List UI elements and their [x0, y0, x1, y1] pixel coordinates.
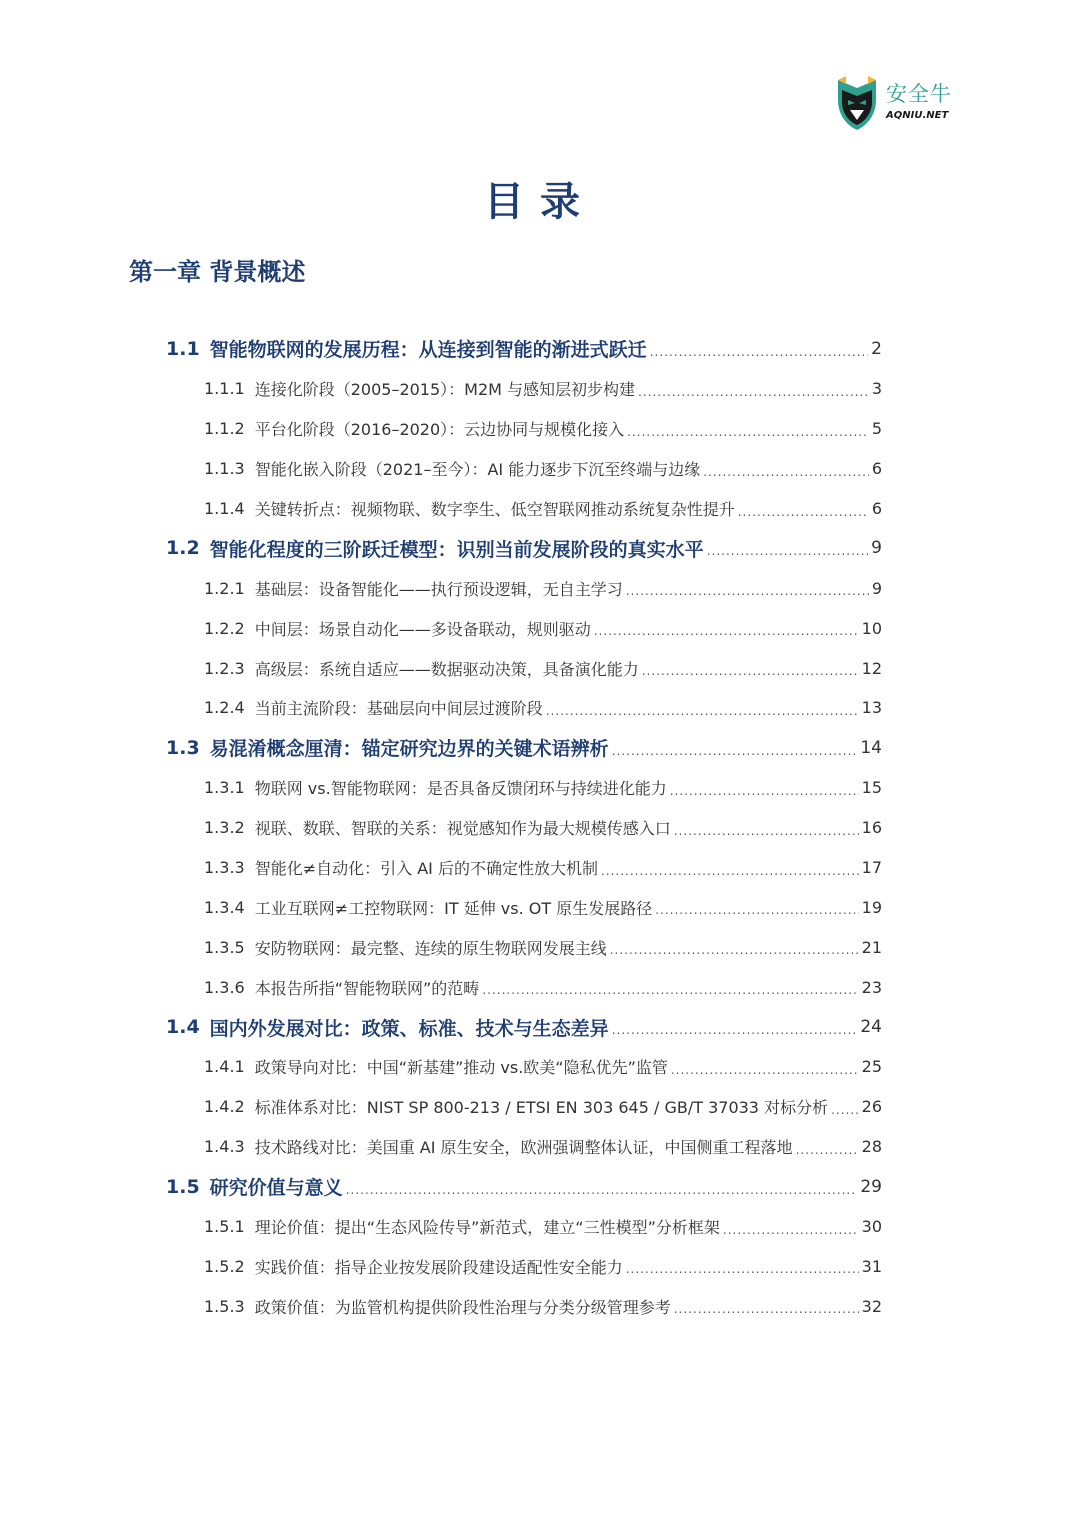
toc-entry-number: 1.5.1: [204, 1217, 245, 1237]
toc-page-number: 17: [861, 858, 882, 878]
toc-entry-title: 易混淆概念厘清：锚定研究边界的关键术语辨析: [209, 738, 609, 761]
toc-subsection-entry[interactable]: [0, 887, 882, 927]
toc-page-number: 21: [861, 937, 882, 957]
toc-subsection-entry[interactable]: [0, 688, 882, 728]
dot-leader: [703, 459, 869, 479]
toc-entry-number: 1.5.3: [204, 1296, 245, 1316]
toc-entry-title: 当前主流阶段：基础层向中间层过渡阶段: [254, 699, 543, 719]
toc-entry-number: 1.3.4: [204, 897, 245, 917]
dot-leader: [674, 818, 859, 838]
toc-entry-title: 本报告所指“智能物联网”的范畴: [254, 978, 480, 998]
toc-page-number: 24: [860, 1017, 882, 1038]
toc-subsection-entry[interactable]: [0, 768, 882, 808]
toc-entry-number: 1.3.2: [204, 818, 245, 838]
toc-entry-title: 连接化阶段（2005–2015）：M2M 与感知层初步构建: [254, 380, 636, 400]
toc-page-number: 5: [871, 419, 882, 439]
toc-entry-title: 平台化阶段（2016–2020）：云边协同与规模化接入: [254, 420, 625, 440]
toc-entry-number: 1.1.3: [204, 459, 245, 479]
toc-entry-number: 1.1.1: [204, 379, 245, 399]
dot-leader: [638, 379, 869, 399]
logo-text-cn: 安全牛: [886, 82, 952, 106]
toc-page-number: 3: [871, 379, 882, 399]
toc-entry-title: 研究价值与意义: [209, 1177, 343, 1200]
toc-entry-number: 1.4.3: [204, 1137, 245, 1157]
dot-leader: [671, 1057, 859, 1077]
dot-leader: [546, 698, 859, 718]
toc-page-number: 2: [871, 338, 882, 359]
toc-section-entry[interactable]: [0, 728, 882, 768]
toc-entry-number: 1.3.3: [204, 858, 245, 878]
toc-entry-number: 1.5: [166, 1175, 200, 1198]
toc-subsection-entry[interactable]: [0, 409, 882, 449]
dot-leader: [626, 1256, 859, 1276]
toc-page-number: 15: [861, 778, 882, 798]
dot-leader: [594, 618, 859, 638]
toc-entry-title: 关键转折点：视频物联、数字孪生、低空智联网推动系统复杂性提升: [254, 500, 735, 519]
toc-entry-number: 1.1: [166, 337, 200, 360]
toc-entry-number: 1.2.1: [204, 578, 245, 598]
toc-entry-title: 工业互联网≠工控物联网：IT 延伸 vs. OT 原生发展路径: [254, 898, 653, 918]
toc-subsection-entry[interactable]: [0, 1127, 882, 1167]
toc-entry-number: 1.3.6: [204, 977, 245, 997]
chapter-heading: 第一章 背景概述: [129, 258, 306, 286]
toc-subsection-entry[interactable]: [0, 369, 882, 409]
logo-text-en: AQNIU.NET: [886, 110, 949, 121]
toc-page-number: 6: [871, 499, 882, 518]
toc-subsection-entry[interactable]: [0, 1246, 882, 1286]
toc-subsection-entry[interactable]: [0, 568, 882, 608]
toc-page-number: 6: [871, 459, 882, 479]
dot-leader: [482, 977, 858, 997]
dot-leader: [612, 738, 858, 758]
toc-entry-number: 1.2: [166, 537, 200, 560]
dot-leader: [831, 1097, 859, 1117]
toc-entry-title: 技术路线对比：美国重 AI 原生安全，欧洲强调整体认证，中国侧重工程落地: [254, 1138, 793, 1158]
dot-leader: [707, 538, 868, 558]
toc-page-number: 19: [861, 897, 882, 917]
toc-entry-title: 政策导向对比：中国“新基建”推动 vs.欧美“隐私优先”监管: [254, 1058, 668, 1078]
toc-page-number: 31: [861, 1256, 882, 1276]
toc-entry-number: 1.2.3: [204, 658, 245, 678]
toc-entry-title: 高级层：系统自适应——数据驱动决策，具备演化能力: [254, 659, 639, 679]
toc-entry-number: 1.4.2: [204, 1097, 245, 1117]
dot-leader: [738, 499, 869, 519]
toc-page-number: 30: [861, 1217, 882, 1237]
toc-page-number: 14: [860, 737, 882, 758]
toc-page-number: 9: [871, 538, 882, 559]
toc-subsection-entry[interactable]: [0, 967, 882, 1007]
toc-entry-number: 1.3: [166, 736, 200, 759]
toc-page-number: 25: [861, 1057, 882, 1077]
toc-page-number: 26: [861, 1097, 882, 1117]
toc-page-number: 32: [861, 1296, 882, 1316]
dot-leader: [723, 1217, 859, 1237]
toc-entry-title: 标准体系对比：NIST SP 800-213 / ETSI EN 303 645 / GB/T 37033 对标分析: [254, 1098, 829, 1118]
toc-entry-number: 1.1.2: [204, 419, 245, 439]
toc-page-number: 16: [861, 818, 882, 838]
toc-entry-number: 1.1.4: [204, 499, 245, 518]
toc-entry-number: 1.5.2: [204, 1256, 245, 1276]
toc-page-number: 28: [861, 1137, 882, 1157]
toc-entry-title: 实践价值：指导企业按发展阶段建设适配性安全能力: [254, 1257, 623, 1277]
toc-entry-number: 1.3.1: [204, 778, 245, 798]
dot-leader: [655, 897, 858, 917]
table-of-contents: [0, 329, 1080, 1326]
dot-leader: [627, 419, 869, 439]
dot-leader: [650, 339, 868, 359]
toc-subsection-entry[interactable]: [0, 848, 882, 888]
toc-entry-title: 安防物联网：最完整、连续的原生物联网发展主线: [254, 938, 607, 958]
toc-page-number: 13: [861, 698, 882, 718]
toc-page-number: 10: [861, 618, 882, 638]
toc-entry-title: 智能化程度的三阶跃迁模型：识别当前发展阶段的真实水平: [209, 538, 704, 561]
toc-section-entry[interactable]: [0, 329, 882, 369]
toc-subsection-entry[interactable]: [0, 1207, 882, 1247]
toc-entry-number: 1.4.1: [204, 1057, 245, 1077]
shield-icon: [834, 74, 880, 132]
toc-section-entry[interactable]: [0, 1167, 882, 1207]
toc-entry-title: 智能物联网的发展历程：从连接到智能的渐进式跃迁: [209, 339, 647, 362]
toc-entry-title: 视联、数联、智联的关系：视觉感知作为最大规模传感入口: [254, 819, 671, 839]
toc-entry-title: 政策价值：为监管机构提供阶段性治理与分类分级管理参考: [254, 1297, 671, 1317]
toc-subsection-entry[interactable]: [0, 1286, 882, 1326]
toc-subsection-entry[interactable]: [0, 648, 882, 688]
dot-leader: [610, 937, 859, 957]
dot-leader: [674, 1296, 859, 1316]
toc-subsection-entry[interactable]: [0, 808, 882, 848]
toc-section-entry[interactable]: [0, 1007, 882, 1047]
page-title: 目录: [484, 179, 596, 225]
toc-entry-title: 智能化≠自动化：引入 AI 后的不确定性放大机制: [254, 859, 598, 879]
toc-page-number: 23: [861, 977, 882, 997]
toc-page-number: 12: [861, 658, 882, 678]
toc-subsection-entry[interactable]: [0, 1087, 882, 1127]
toc-section-entry[interactable]: [0, 528, 882, 568]
toc-subsection-entry[interactable]: [0, 608, 882, 648]
dot-leader: [642, 658, 859, 678]
dot-leader: [346, 1177, 858, 1197]
dot-leader: [601, 858, 859, 878]
aqniu-logo: [834, 74, 954, 132]
toc-subsection-entry[interactable]: [0, 489, 882, 529]
toc-entry-number: 1.2.4: [204, 698, 245, 718]
toc-page-number: 29: [860, 1176, 882, 1197]
dot-leader: [626, 578, 869, 598]
toc-entry-number: 1.4: [166, 1016, 200, 1039]
toc-page-number: 9: [871, 578, 882, 598]
dot-leader: [796, 1137, 859, 1157]
toc-entry-title: 物联网 vs.智能物联网：是否具备反馈闭环与持续进化能力: [254, 779, 667, 799]
toc-entry-title: 基础层：设备智能化——执行预设逻辑，无自主学习: [254, 579, 623, 599]
toc-entry-title: 理论价值：提出“生态风险传导”新范式，建立“三性模型”分析框架: [254, 1218, 720, 1238]
toc-subsection-entry[interactable]: [0, 449, 882, 489]
toc-subsection-entry[interactable]: [0, 1047, 882, 1087]
toc-entry-title: 智能化嵌入阶段（2021–至今）：AI 能力逐步下沉至终端与边缘: [254, 460, 701, 480]
toc-entry-number: 1.3.5: [204, 937, 245, 957]
dot-leader: [670, 778, 859, 798]
toc-subsection-entry[interactable]: [0, 927, 882, 967]
toc-entry-title: 中间层：场景自动化——多设备联动，规则驱动: [254, 619, 591, 639]
dot-leader: [612, 1017, 858, 1037]
toc-entry-title: 国内外发展对比：政策、标准、技术与生态差异: [209, 1017, 609, 1040]
toc-entry-number: 1.2.2: [204, 618, 245, 638]
